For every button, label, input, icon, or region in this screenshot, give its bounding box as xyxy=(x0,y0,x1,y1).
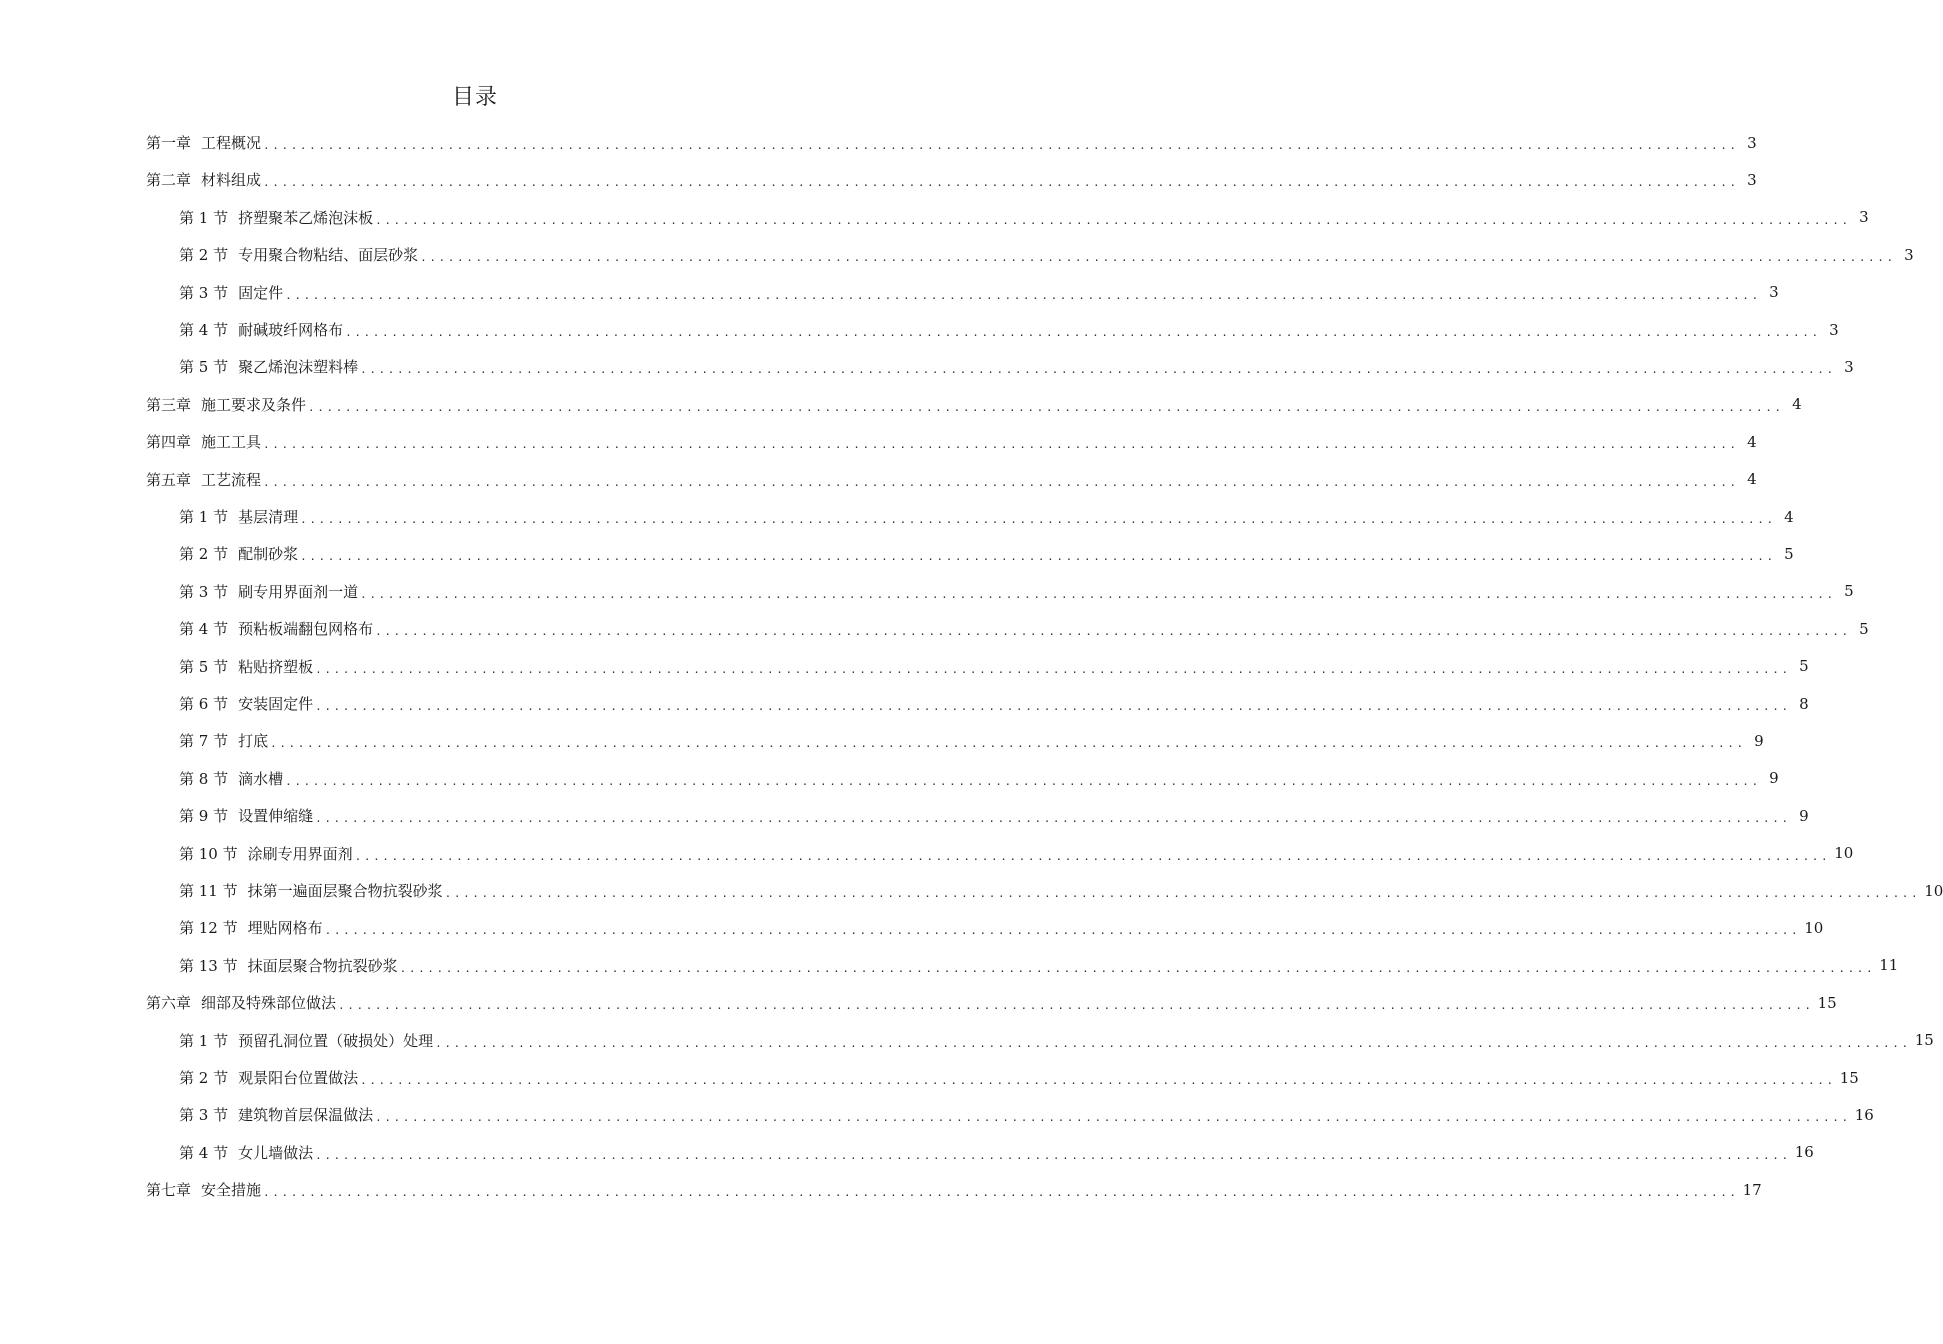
toc-page-number: 3 xyxy=(1829,320,1839,339)
dot-leader: ................................................................................................................................................................ xyxy=(263,139,1739,152)
toc-entry-number: 第七章 xyxy=(146,1181,192,1200)
toc-entry-number: 第 1 节 xyxy=(179,1031,229,1050)
toc-page-number: 3 xyxy=(1747,170,1757,189)
toc-section-entry[interactable] xyxy=(179,498,1794,535)
toc-entry-number: 第 3 节 xyxy=(179,1106,229,1125)
toc-entry-label xyxy=(179,656,313,677)
dot-leader: ................................................................................................................................................................ xyxy=(263,1186,1739,1200)
dot-leader: ................................................................................................................................................................ xyxy=(300,550,1776,564)
toc-entry-title: 刷专用界面剂一道 xyxy=(238,582,359,601)
toc-entry-title: 打底 xyxy=(238,732,269,751)
toc-entry-number: 第 5 节 xyxy=(179,358,229,377)
toc-page-number: 3 xyxy=(1859,208,1869,227)
dot-leader: ................................................................................................................................................................ xyxy=(315,812,1791,826)
dot-leader: ................................................................................................................................................................ xyxy=(315,700,1791,713)
toc-entry-label xyxy=(179,581,358,602)
toc-entry-label xyxy=(146,469,261,490)
dot-leader: ................................................................................................................................................................ xyxy=(285,774,1761,788)
toc-entry-label xyxy=(146,992,336,1013)
toc-entry-title: 专用聚合物粘结、面层砂浆 xyxy=(238,246,419,265)
toc-entry-label xyxy=(146,132,261,153)
toc-entry-number: 第 8 节 xyxy=(179,769,229,788)
toc-entry-number: 第 2 节 xyxy=(179,1069,229,1087)
toc-section-entry[interactable] xyxy=(179,872,1943,909)
toc-entry-title: 抹面层聚合物抗裂砂浆 xyxy=(247,956,398,975)
toc-title: 目录 xyxy=(451,85,498,110)
toc-section-entry[interactable] xyxy=(179,909,1824,946)
toc-page-number: 5 xyxy=(1784,544,1794,563)
toc-page-number: 4 xyxy=(1792,395,1802,414)
dot-leader: ................................................................................................................................................................ xyxy=(263,475,1739,489)
toc-entry-number: 第 3 节 xyxy=(179,582,229,601)
toc-entry-number: 第 1 节 xyxy=(179,508,229,526)
toc-page-number: 15 xyxy=(1839,1068,1859,1087)
toc-section-entry[interactable] xyxy=(179,947,1899,984)
toc-section-entry[interactable] xyxy=(179,199,1869,236)
toc-entry-number: 第 7 节 xyxy=(179,732,229,751)
toc-entry-title: 配制砂浆 xyxy=(238,545,299,564)
toc-section-entry[interactable] xyxy=(179,274,1779,311)
toc-entry-title: 滴水槽 xyxy=(238,769,284,788)
toc-entry-number: 第 4 节 xyxy=(179,1143,229,1162)
toc-entry-title: 工艺流程 xyxy=(201,470,262,489)
toc-entry-label xyxy=(179,955,398,976)
toc-entry-number: 第五章 xyxy=(146,470,192,489)
toc-entry-number: 第四章 xyxy=(146,433,192,452)
toc-entry-title: 预粘板端翻包网格布 xyxy=(238,620,374,639)
toc-page-number: 3 xyxy=(1747,133,1757,152)
toc-page-number: 15 xyxy=(1914,1031,1934,1050)
toc-page-number: 4 xyxy=(1747,432,1757,451)
toc-chapter-entry[interactable] xyxy=(146,1171,1762,1208)
toc-section-entry[interactable] xyxy=(179,1134,1814,1171)
toc-entry-number: 第 12 节 xyxy=(179,919,238,938)
toc-entry-label xyxy=(179,730,268,751)
toc-entry-label xyxy=(179,1067,358,1088)
toc-entry-number: 第 3 节 xyxy=(179,283,229,302)
toc-entry-title: 涂刷专用界面剂 xyxy=(247,844,353,863)
toc-entry-label xyxy=(179,319,343,340)
toc-entry-label xyxy=(179,207,373,228)
toc-entry-title: 材料组成 xyxy=(201,171,262,190)
toc-page-number: 4 xyxy=(1747,470,1757,489)
toc-section-entry[interactable] xyxy=(179,1022,1934,1059)
toc-page-number: 5 xyxy=(1844,582,1854,601)
toc-entry-label xyxy=(179,880,443,901)
toc-section-entry[interactable] xyxy=(179,311,1839,348)
toc-entry-label xyxy=(146,169,261,190)
toc-page-number: 16 xyxy=(1854,1105,1874,1124)
toc-entry-label xyxy=(179,768,283,789)
dot-leader: ................................................................................................................................................................ xyxy=(285,288,1761,302)
dot-leader: ................................................................................................................................................................ xyxy=(435,1036,1911,1050)
dot-leader: ................................................................................................................................................................ xyxy=(375,625,1851,639)
toc-entry-label xyxy=(179,618,373,639)
toc-entry-number: 第 13 节 xyxy=(179,956,238,975)
toc-entry-label xyxy=(179,1142,313,1163)
toc-page-number: 9 xyxy=(1769,769,1779,788)
toc-chapter-entry[interactable] xyxy=(146,984,1837,1021)
toc-entry-title: 施工要求及条件 xyxy=(201,395,307,414)
dot-leader: ................................................................................................................................................................ xyxy=(444,887,1921,900)
dot-leader: ................................................................................................................................................................ xyxy=(300,513,1776,526)
toc-entry-title: 粘贴挤塑板 xyxy=(238,657,314,676)
toc-entry-label xyxy=(179,693,313,714)
toc-section-entry[interactable] xyxy=(179,648,1809,685)
dot-leader: ................................................................................................................................................................ xyxy=(315,662,1791,676)
toc-entry-label xyxy=(179,805,313,826)
toc-page-number: 9 xyxy=(1799,806,1809,825)
toc-entry-label xyxy=(179,543,298,564)
toc-entry-number: 第 2 节 xyxy=(179,246,229,265)
dot-leader: ................................................................................................................................................................ xyxy=(360,363,1836,377)
toc-entry-title: 埋贴网格布 xyxy=(247,919,323,938)
toc-entry-label xyxy=(146,431,261,452)
toc-section-entry[interactable] xyxy=(179,1096,1874,1133)
toc-entry-number: 第 1 节 xyxy=(179,208,229,227)
toc-entry-title: 安全措施 xyxy=(201,1181,262,1200)
dot-leader: ................................................................................................................................................................ xyxy=(375,213,1851,227)
toc-entry-label xyxy=(179,506,298,527)
toc-entry-title: 固定件 xyxy=(238,283,284,302)
toc-entry-number: 第 4 节 xyxy=(179,321,229,339)
toc-entry-title: 细部及特殊部位做法 xyxy=(201,994,337,1013)
dot-leader: ................................................................................................................................................................ xyxy=(399,961,1876,975)
toc-section-entry[interactable] xyxy=(179,610,1869,647)
toc-section-entry[interactable] xyxy=(179,535,1794,572)
toc-entry-title: 聚乙烯泡沫塑料棒 xyxy=(238,358,359,377)
toc-page-number: 10 xyxy=(1924,881,1943,900)
toc-section-entry[interactable] xyxy=(179,236,1914,273)
dot-leader: ................................................................................................................................................................ xyxy=(360,587,1836,601)
toc-entry-label xyxy=(179,356,358,377)
toc-entry-number: 第二章 xyxy=(146,171,192,190)
toc-entry-title: 挤塑聚苯乙烯泡沫板 xyxy=(238,208,374,227)
dot-leader: ................................................................................................................................................................ xyxy=(315,1148,1791,1162)
toc-section-entry[interactable] xyxy=(179,722,1764,759)
toc-entry-title: 工程概况 xyxy=(201,134,262,152)
toc-entry-title: 设置伸缩缝 xyxy=(238,807,314,826)
toc-section-entry[interactable] xyxy=(179,835,1854,872)
dot-leader: ................................................................................................................................................................ xyxy=(263,176,1739,190)
toc-chapter-entry[interactable] xyxy=(146,161,1757,198)
dot-leader: ................................................................................................................................................................ xyxy=(345,326,1821,339)
toc-entry-number: 第 11 节 xyxy=(179,882,238,900)
toc-entry-title: 基层清理 xyxy=(238,508,299,526)
toc-entry-number: 第 5 节 xyxy=(179,657,229,676)
toc-entry-title: 耐碱玻纤网格布 xyxy=(238,321,344,339)
dot-leader: ................................................................................................................................................................ xyxy=(360,1074,1836,1087)
toc-page-number: 9 xyxy=(1754,731,1764,750)
toc-page-number: 10 xyxy=(1804,918,1824,937)
toc-entry-title: 建筑物首层保温做法 xyxy=(238,1106,374,1125)
dot-leader: ................................................................................................................................................................ xyxy=(324,924,1801,938)
toc-entry-label xyxy=(146,1179,261,1200)
dot-leader: ................................................................................................................................................................ xyxy=(354,849,1831,863)
toc-section-entry[interactable] xyxy=(179,1059,1859,1096)
toc-entry-number: 第六章 xyxy=(146,994,192,1013)
toc-page-number: 8 xyxy=(1799,694,1809,713)
toc-entry-title: 抹第一遍面层聚合物抗裂砂浆 xyxy=(247,882,443,900)
toc-entry-label xyxy=(179,917,323,938)
toc-section-entry[interactable] xyxy=(179,760,1779,797)
toc-entry-title: 安装固定件 xyxy=(238,695,314,713)
toc-page-number: 10 xyxy=(1834,844,1854,863)
dot-leader: ................................................................................................................................................................ xyxy=(420,251,1896,265)
toc-entry-label xyxy=(179,244,418,265)
toc-entry-label xyxy=(179,1030,433,1051)
toc-section-entry[interactable] xyxy=(179,797,1809,834)
toc-chapter-entry[interactable] xyxy=(146,461,1757,498)
toc-entry-title: 女儿墙做法 xyxy=(238,1143,314,1162)
toc-chapter-entry[interactable] xyxy=(146,124,1757,161)
toc-page-number: 3 xyxy=(1844,357,1854,376)
dot-leader: ................................................................................................................................................................ xyxy=(308,400,1784,414)
toc-entry-title: 施工工具 xyxy=(201,433,262,452)
toc-entry-label xyxy=(146,394,306,415)
toc-page-number: 17 xyxy=(1742,1180,1762,1199)
toc-page-number: 5 xyxy=(1859,619,1869,638)
toc-chapter-entry[interactable] xyxy=(146,386,1802,423)
toc-page-number: 3 xyxy=(1769,283,1779,302)
toc-entry-number: 第 2 节 xyxy=(179,545,229,564)
dot-leader: ................................................................................................................................................................ xyxy=(263,438,1739,452)
toc-page-number: 5 xyxy=(1799,657,1809,676)
toc-entry-label xyxy=(179,282,283,303)
toc-entry-number: 第三章 xyxy=(146,395,192,414)
dot-leader: ................................................................................................................................................................ xyxy=(375,1111,1851,1125)
toc-entry-title: 预留孔洞位置（破损处）处理 xyxy=(238,1031,434,1050)
dot-leader: ................................................................................................................................................................ xyxy=(338,999,1814,1013)
toc-page-number: 4 xyxy=(1784,507,1794,526)
toc-entry-number: 第 9 节 xyxy=(179,807,229,826)
toc-page-number: 15 xyxy=(1817,993,1837,1012)
dot-leader: ................................................................................................................................................................ xyxy=(270,737,1746,751)
toc-page-number: 16 xyxy=(1794,1143,1814,1162)
toc-entry-title: 观景阳台位置做法 xyxy=(238,1069,359,1087)
toc-entry-number: 第 10 节 xyxy=(179,844,238,863)
toc-entry-label xyxy=(179,1104,373,1125)
toc-section-entry[interactable] xyxy=(179,348,1854,385)
toc-entry-number: 第一章 xyxy=(146,134,192,152)
toc-entry-label xyxy=(179,843,353,864)
toc-entry-number: 第 4 节 xyxy=(179,620,229,639)
toc-page-number: 3 xyxy=(1904,245,1914,264)
toc-section-entry[interactable] xyxy=(179,573,1854,610)
toc-chapter-entry[interactable] xyxy=(146,423,1757,460)
toc-entry-number: 第 6 节 xyxy=(179,695,229,713)
toc-section-entry[interactable] xyxy=(179,685,1809,722)
toc-page-number: 11 xyxy=(1879,956,1899,975)
